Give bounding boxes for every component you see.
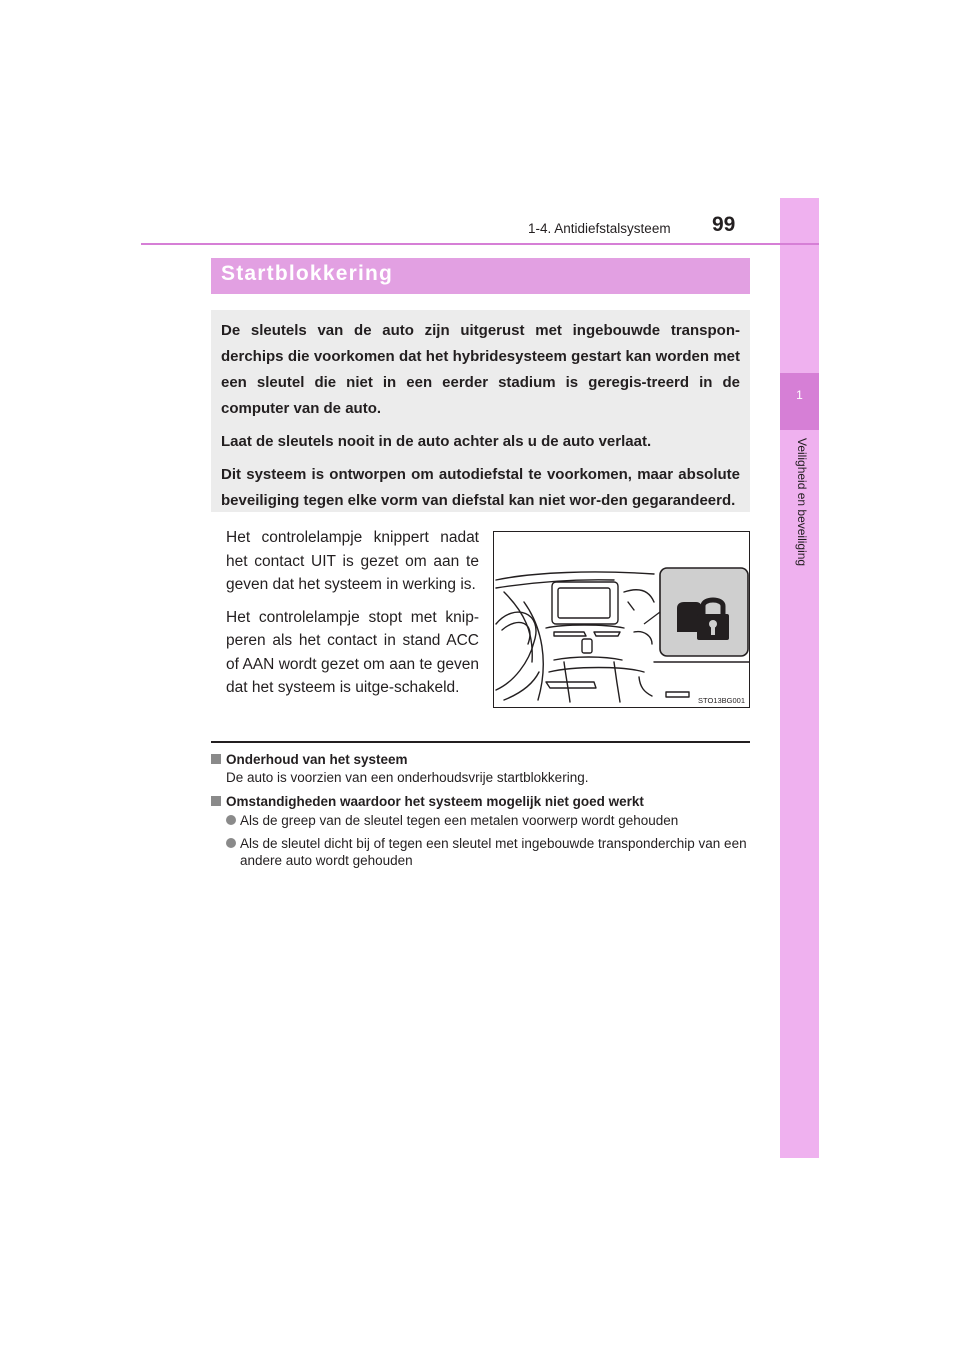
note-bullet-text: Als de greep van de sleutel tegen een metalen voorwerp wordt gehouden bbox=[240, 813, 679, 828]
chapter-side-tab bbox=[780, 198, 819, 1158]
body-text bbox=[226, 526, 479, 709]
intro-text bbox=[221, 318, 740, 521]
note-bullet bbox=[211, 835, 756, 869]
chapter-number: 1 bbox=[796, 388, 803, 402]
header-rule bbox=[141, 243, 819, 245]
intro-paragraph: De sleutels van de auto zijn uitgerust met ingebouwde transpon-derchips die voorkomen dat het hybridesysteem gestart kan worden met een sleutel die niet in een eerder stadium is geregis-treerd in de computer van de auto. bbox=[221, 322, 740, 417]
round-bullet-icon bbox=[226, 838, 236, 848]
body-paragraph: Het controlelampje stopt met knip-peren als het contact in stand ACC of AAN wordt gezet om aan te geven dat het systeem is uitge-schakeld. bbox=[226, 608, 479, 696]
chapter-label: Veiligheid en beveiliging bbox=[795, 438, 809, 567]
body-paragraph: Het controlelampje knippert nadat het contact UIT is gezet om aan te geven dat het systeem in werking is. bbox=[226, 529, 479, 593]
note-text: De auto is voorzien van een onderhoudsvrije startblokkering. bbox=[226, 770, 589, 785]
square-bullet-icon bbox=[211, 754, 221, 764]
section-divider bbox=[211, 741, 750, 743]
page-number: 99 bbox=[712, 213, 736, 236]
page-title: Startblokkering bbox=[221, 262, 394, 285]
dashboard-drawing bbox=[494, 532, 749, 707]
note-heading bbox=[211, 793, 756, 810]
intro-paragraph: Laat de sleutels nooit in de auto achter als u de auto verlaat. bbox=[221, 433, 652, 450]
title-band bbox=[211, 258, 750, 294]
dashboard-illustration bbox=[493, 531, 750, 708]
section-label: 1-4. Antidiefstalsysteem bbox=[528, 221, 671, 236]
intro-paragraph: Dit systeem is ontworpen om autodiefstal te voorkomen, maar absolute beveiliging tegen elke vorm van diefstal kan niet wor-den gegarandeerd. bbox=[221, 466, 740, 509]
note-heading bbox=[211, 751, 756, 768]
note-bullet bbox=[211, 812, 756, 829]
intro-box bbox=[211, 310, 750, 512]
note-bullet-text: Als de sleutel dicht bij of tegen een sleutel met ingebouwde transponderchip van een andere auto wordt gehouden bbox=[240, 836, 747, 868]
note-heading-text: Omstandigheden waardoor het systeem mogelijk niet goed werkt bbox=[226, 794, 644, 809]
square-bullet-icon bbox=[211, 796, 221, 806]
note-heading-text: Onderhoud van het systeem bbox=[226, 752, 408, 767]
round-bullet-icon bbox=[226, 815, 236, 825]
notes-section bbox=[211, 751, 756, 875]
figure-code: STO13BG001 bbox=[698, 696, 745, 705]
